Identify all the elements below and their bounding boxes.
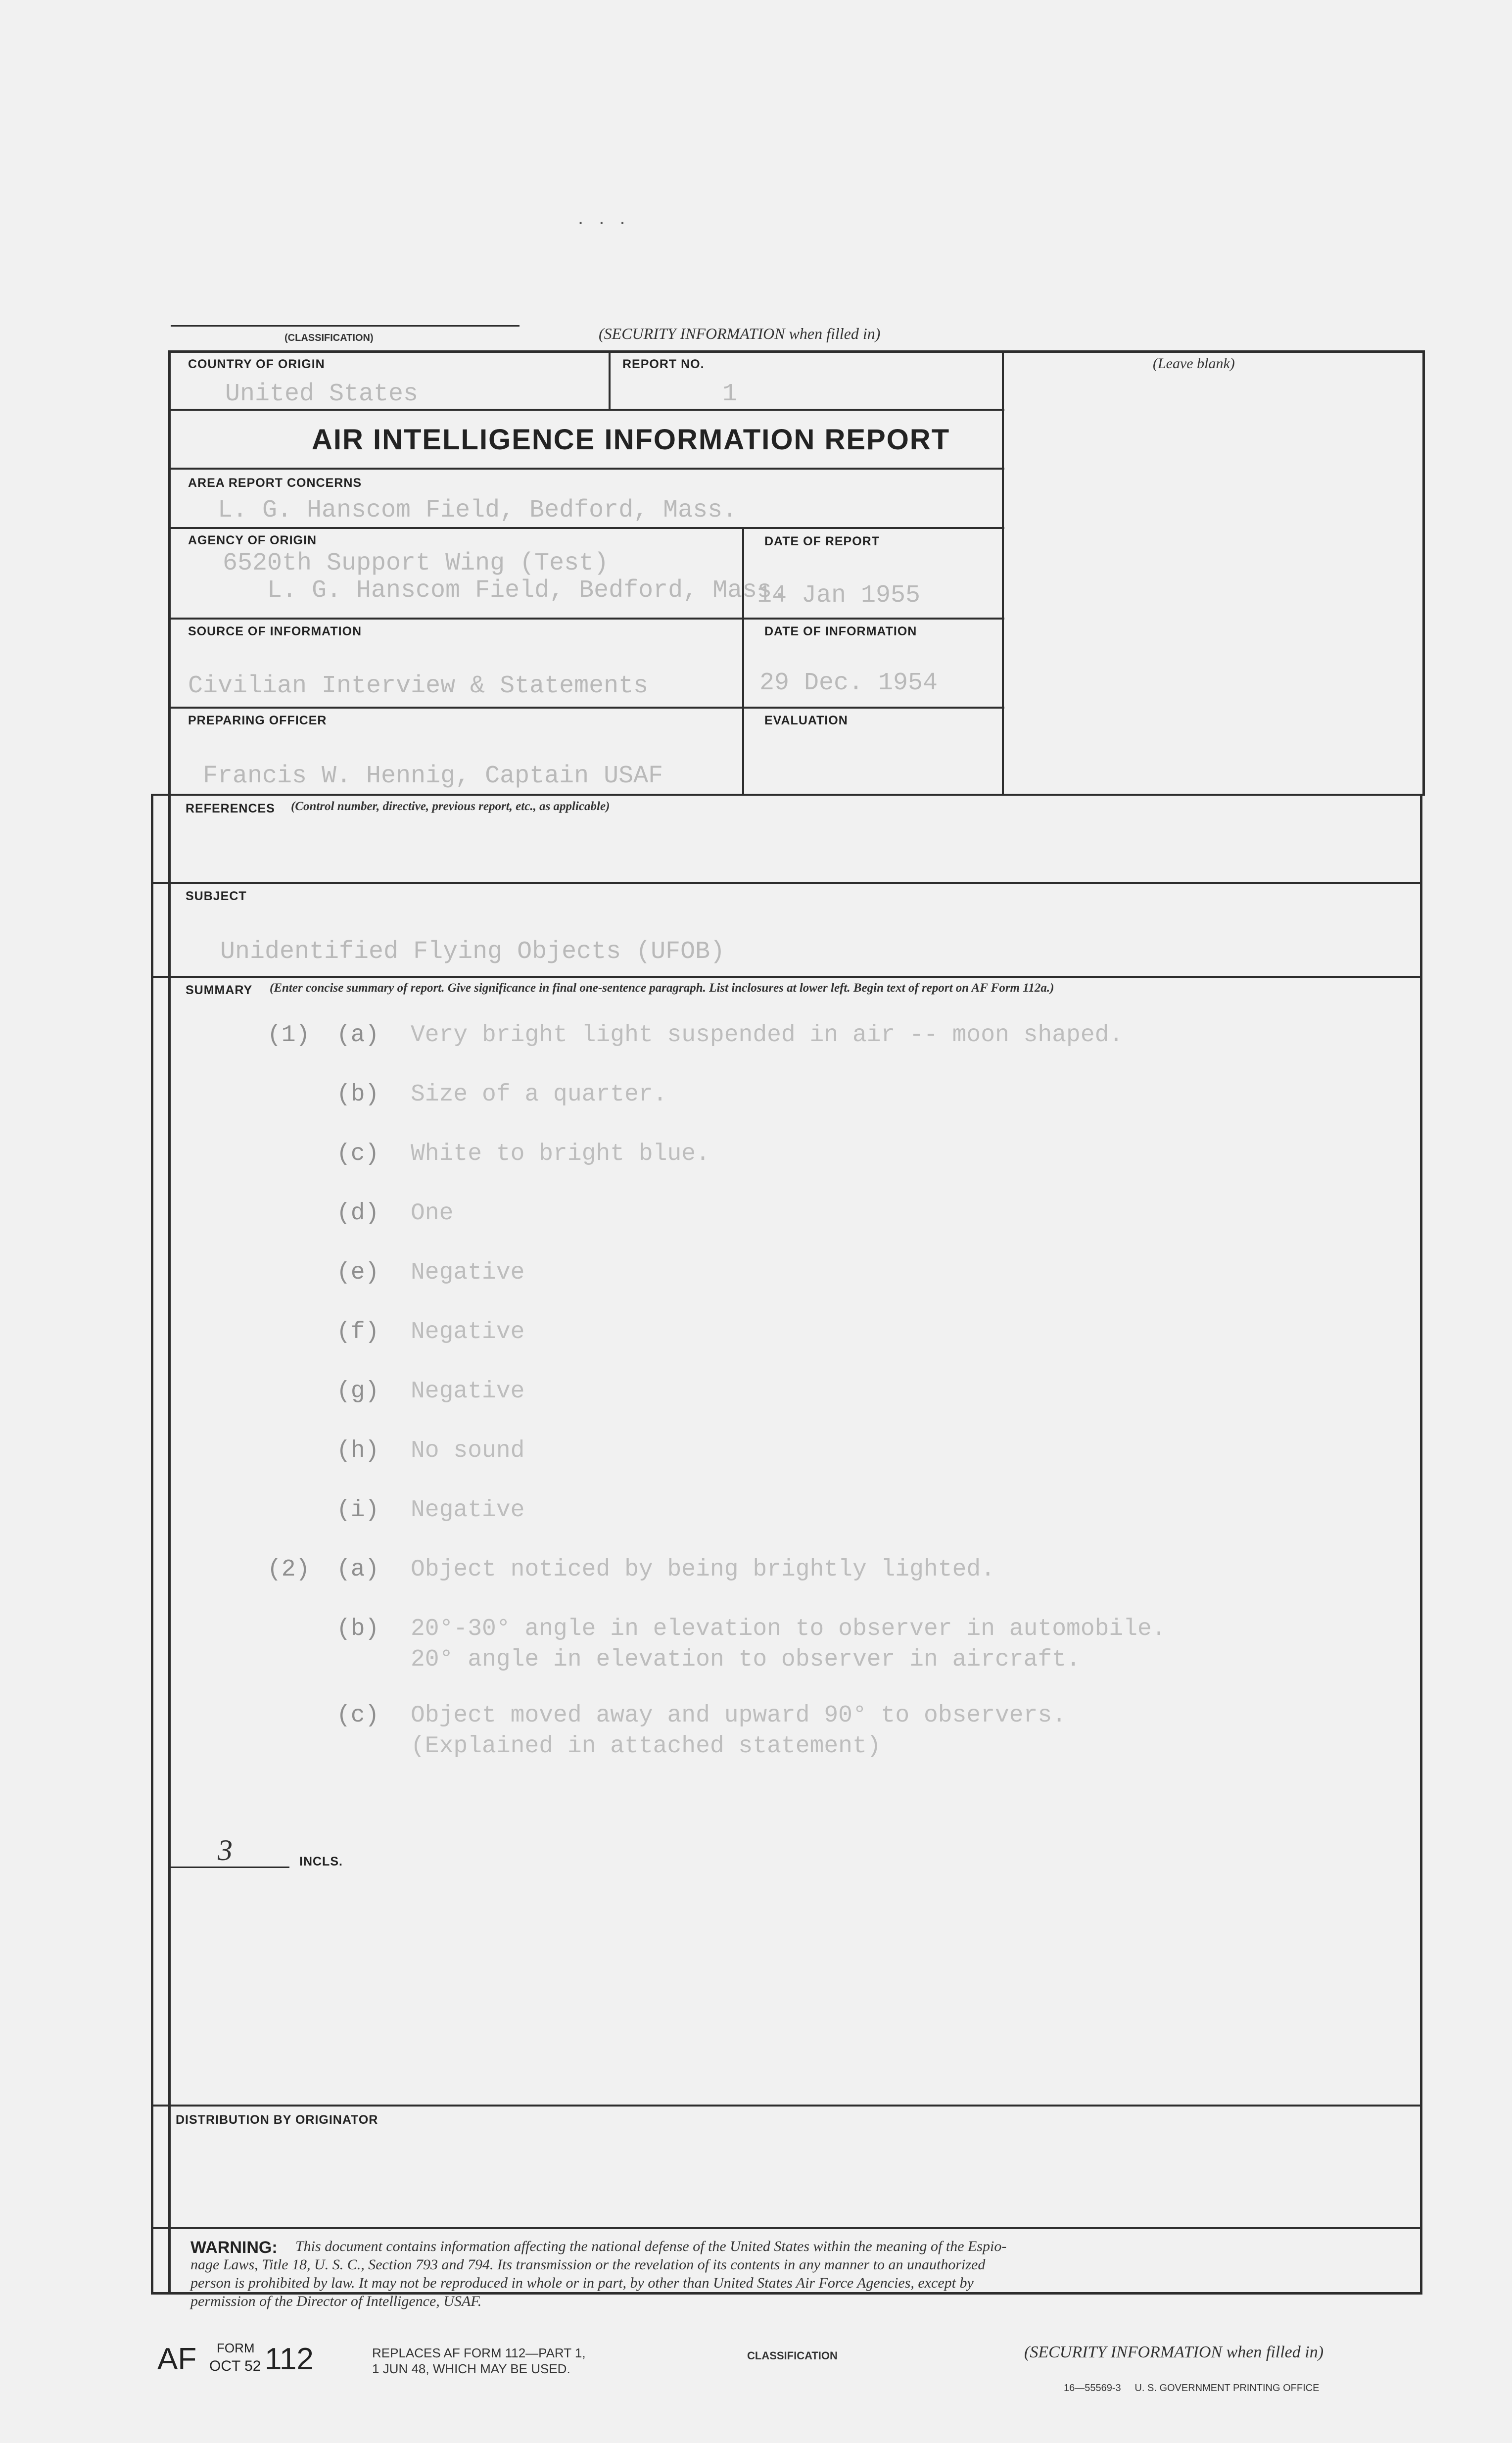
rule-after-subject xyxy=(151,976,1422,978)
summary-item-text: White to bright blue. xyxy=(411,1141,710,1167)
date-of-information-value: 29 Dec. 1954 xyxy=(759,669,938,697)
warning-label: WARNING: xyxy=(190,2238,278,2257)
footer-form-word: FORM xyxy=(217,2341,255,2355)
date-column-divider xyxy=(742,527,744,796)
rule-after-source xyxy=(168,707,1004,709)
date-of-report-value: 14 Jan 1955 xyxy=(757,581,921,610)
summary-item-letter: (c) xyxy=(336,1702,379,1729)
subject-label: SUBJECT xyxy=(186,889,247,903)
source-of-information-label: SOURCE OF INFORMATION xyxy=(188,624,362,638)
form-right-border-top xyxy=(1422,350,1425,796)
date-of-report-label: DATE OF REPORT xyxy=(764,534,880,548)
summary-item-letter: (e) xyxy=(336,1259,379,1286)
footer-date: OCT 52 xyxy=(209,2358,261,2374)
footer-classification: CLASSIFICATION xyxy=(747,2349,838,2362)
report-no-divider xyxy=(609,350,611,410)
rule-after-agency xyxy=(168,618,1004,620)
area-report-concerns-value: L. G. Hanscom Field, Bedford, Mass. xyxy=(218,496,738,525)
preparing-officer-value: Francis W. Hennig, Captain USAF xyxy=(203,762,663,790)
summary-item-text-continued: 20° angle in elevation to observer in aircraft. xyxy=(411,1646,1081,1673)
footer-af: AF xyxy=(157,2342,197,2376)
summary-item-text: Negative xyxy=(411,1319,525,1345)
warning-line3: person is prohibited by law. It may not be reproduced in whole or in part, by other than United States Air Force Agencies, except by xyxy=(190,2275,974,2291)
footer-form-no: 112 xyxy=(265,2342,314,2376)
summary-item-letter: (a) xyxy=(336,1556,379,1583)
summary-item-letter: (h) xyxy=(336,1437,379,1464)
summary-item-number: (1) xyxy=(267,1022,310,1049)
footer-replaces-1: REPLACES AF FORM 112—PART 1, xyxy=(372,2346,586,2360)
summary-item-text: No sound xyxy=(411,1437,525,1464)
source-of-information-value: Civilian Interview & Statements xyxy=(188,672,649,700)
rule-after-area xyxy=(168,527,1004,529)
footer-printing-office: 16—55569-3 U. S. GOVERNMENT PRINTING OFFICE xyxy=(1064,2383,1320,2394)
preparing-officer-label: PREPARING OFFICER xyxy=(188,714,327,727)
summary-item-letter: (b) xyxy=(336,1081,379,1108)
summary-item-text-continued: (Explained in attached statement) xyxy=(411,1733,881,1760)
warning-line2: nage Laws, Title 18, U. S. C., Section 793 and 794. Its transmission or the revelation of its contents in any manner to an unauthorized xyxy=(190,2256,986,2273)
references-note: (Control number, directive, previous report, etc., as applicable) xyxy=(291,800,610,813)
summary-note: (Enter concise summary of report. Give significance in final one-sentence paragraph. List inclosures at lower left. Begin text of report on AF Form 112a.) xyxy=(270,981,1054,995)
country-of-origin-label: COUNTRY OF ORIGIN xyxy=(188,357,325,371)
classification-label: (CLASSIFICATION) xyxy=(284,333,374,343)
summary-item-text: Object moved away and upward 90° to observers. xyxy=(411,1702,1067,1729)
summary-item-letter: (d) xyxy=(336,1200,379,1227)
inclosures-label: INCLS. xyxy=(299,1855,343,1868)
date-of-information-label: DATE OF INFORMATION xyxy=(764,624,917,638)
classification-rule xyxy=(171,325,520,327)
summary-item-text: Negative xyxy=(411,1259,525,1286)
warning-line4: permission of the Director of Intelligence, USAF. xyxy=(190,2293,482,2309)
summary-item-letter: (i) xyxy=(336,1497,379,1524)
form-right-border xyxy=(1420,796,1422,2294)
leave-blank-note: (Leave blank) xyxy=(1153,355,1235,372)
country-of-origin-value: United States xyxy=(225,380,419,408)
inclosures-count: 3 xyxy=(218,1834,233,1867)
summary-item-text: 20°-30° angle in elevation to observer in automobile. xyxy=(411,1616,1166,1642)
agency-of-origin-line1: 6520th Support Wing (Test) xyxy=(223,549,609,577)
summary-item-text: Object noticed by being brightly lighted. xyxy=(411,1556,995,1583)
summary-item-letter: (c) xyxy=(336,1141,379,1167)
report-no-label: REPORT NO. xyxy=(622,357,705,371)
rule-after-title xyxy=(168,468,1004,470)
form-left-border-lower xyxy=(151,796,153,2294)
footer-replaces-2: 1 JUN 48, WHICH MAY BE USED. xyxy=(372,2361,570,2376)
agency-of-origin-line2: L. G. Hanscom Field, Bedford, Mass. xyxy=(267,576,787,605)
area-report-concerns-label: AREA REPORT CONCERNS xyxy=(188,476,362,490)
report-no-value: 1 xyxy=(722,380,738,408)
summary-item-letter: (g) xyxy=(336,1378,379,1405)
summary-item-letter: (f) xyxy=(336,1319,379,1345)
page-dots: . . . xyxy=(578,207,630,229)
summary-item-text: One xyxy=(411,1200,454,1227)
security-info-header: (SECURITY INFORMATION when filled in) xyxy=(599,325,881,342)
summary-item-text: Very bright light suspended in air -- moon shaped. xyxy=(411,1022,1124,1049)
rule-after-references xyxy=(151,882,1422,884)
references-label: REFERENCES xyxy=(186,802,275,815)
rule-before-distribution xyxy=(151,2105,1422,2107)
summary-item-text: Size of a quarter. xyxy=(411,1081,667,1108)
rule-after-country xyxy=(168,409,1004,411)
distribution-label: DISTRIBUTION BY ORIGINATOR xyxy=(176,2113,378,2127)
form-top-border xyxy=(168,350,1425,353)
footer-security-info: (SECURITY INFORMATION when filled in) xyxy=(1024,2343,1324,2361)
warning-line1: This document contains information affecting the national defense of the United States within the meaning of the Espio- xyxy=(295,2238,1007,2254)
form-left-border xyxy=(168,350,171,2294)
leave-blank-divider xyxy=(1002,350,1004,796)
summary-item-text: Negative xyxy=(411,1378,525,1405)
agency-of-origin-label: AGENCY OF ORIGIN xyxy=(188,533,317,547)
summary-item-text: Negative xyxy=(411,1497,525,1524)
rule-before-warning xyxy=(151,2227,1422,2229)
summary-item-number: (2) xyxy=(267,1556,310,1583)
subject-value: Unidentified Flying Objects (UFOB) xyxy=(220,938,725,966)
summary-label: SUMMARY xyxy=(186,983,253,997)
summary-item-letter: (b) xyxy=(336,1616,379,1642)
evaluation-label: EVALUATION xyxy=(764,714,848,727)
rule-after-preparing xyxy=(151,794,1422,796)
report-title: AIR INTELLIGENCE INFORMATION REPORT xyxy=(312,424,950,456)
summary-item-letter: (a) xyxy=(336,1022,379,1049)
